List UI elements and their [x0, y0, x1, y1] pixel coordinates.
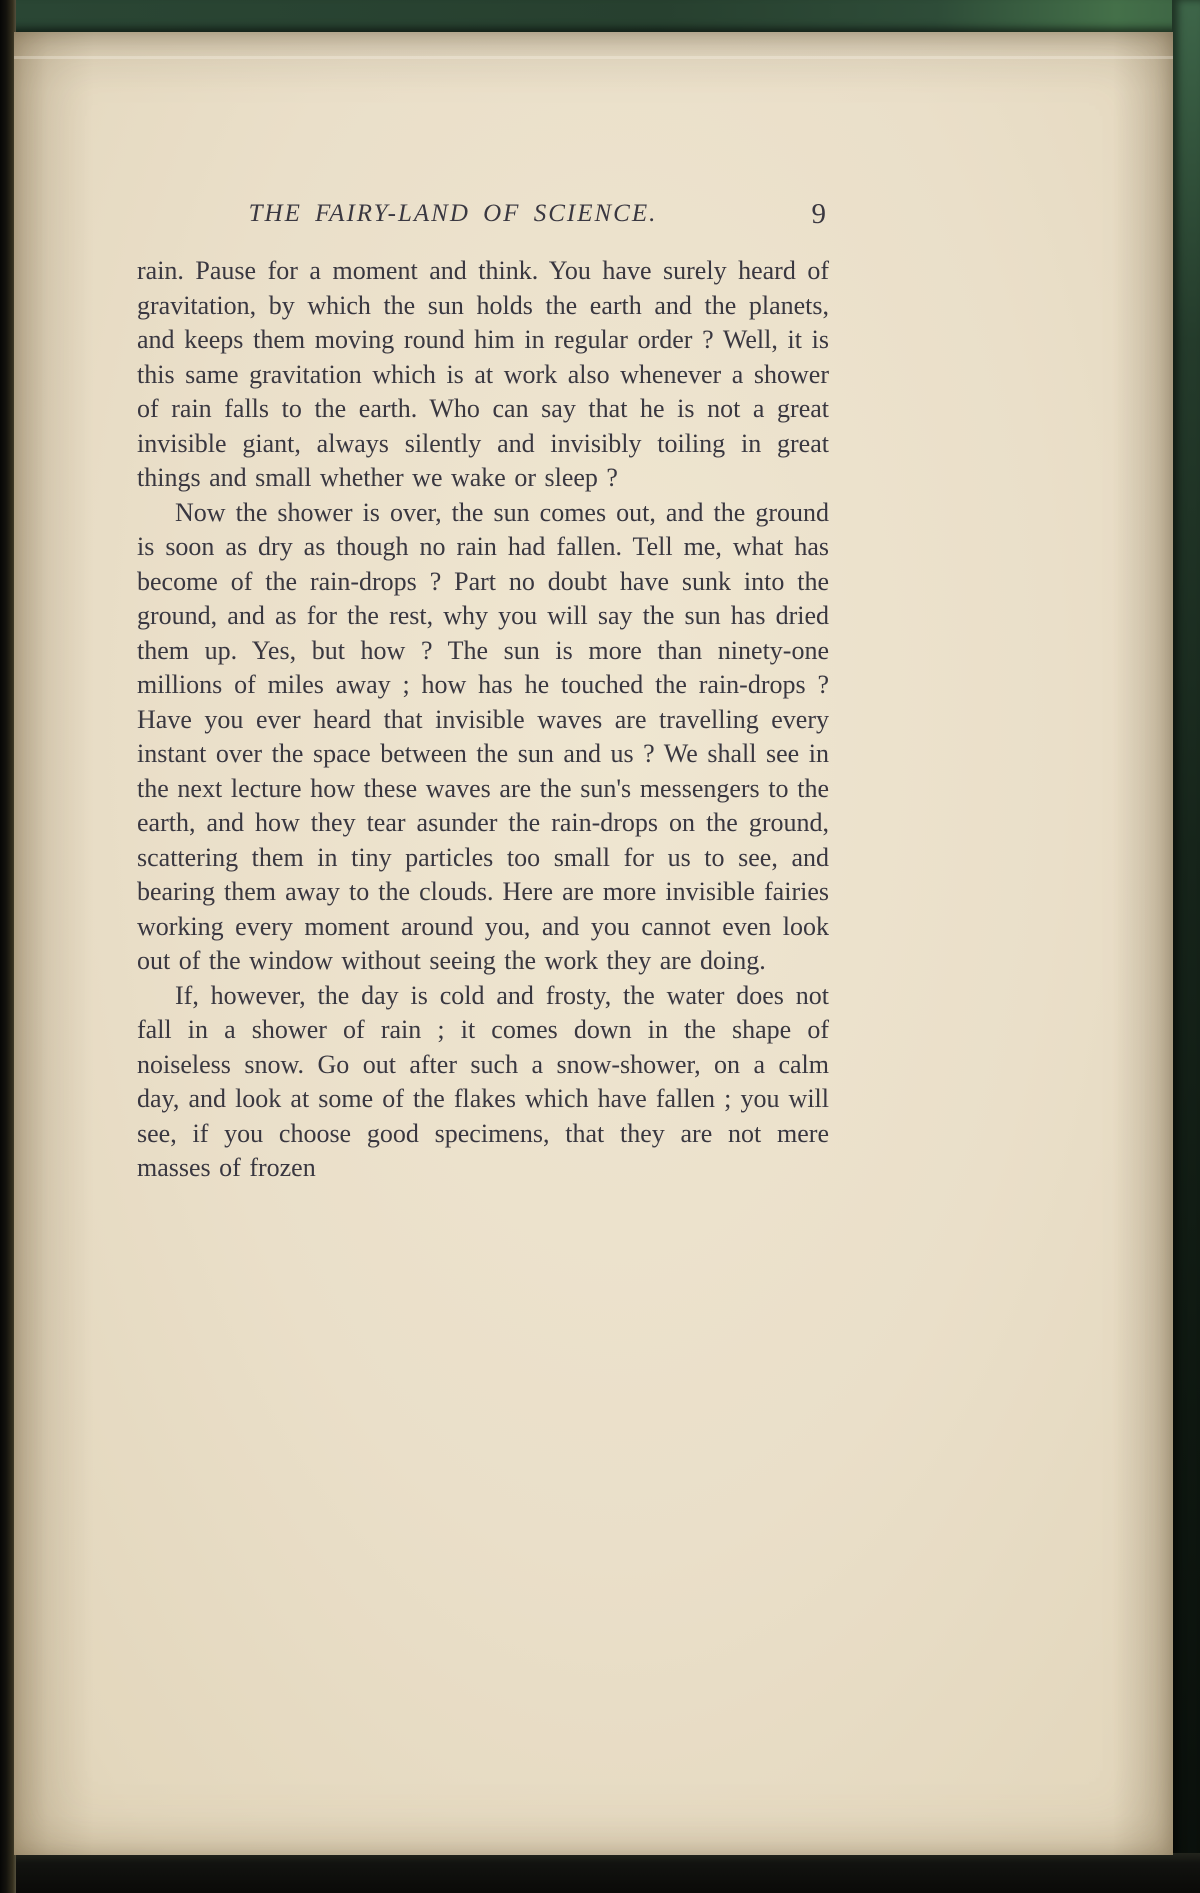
- running-header-title: THE FAIRY-LAND OF SCIENCE.: [248, 200, 658, 227]
- running-header: [137, 200, 829, 242]
- page-number: 9: [811, 198, 827, 230]
- paragraph: rain. Pause for a moment and think. You have surely heard of gravitation, by which the sun holds the earth and the planets, and keeps them moving round him in regular order ? Well, it is this same gravitation which is at work also whenever a shower of rain falls to the earth. Who can say that he is not a great invisible giant, always silently and invisibly toiling in great things and small whether we wake or sleep ?: [137, 256, 829, 492]
- paragraph: If, however, the day is cold and frosty, the water does not fall in a shower of rain ; it comes down in the shape of noiseless snow. Go out after such a snow-shower, on a calm day, and look at some of the flakes which have fallen ; you will see, if you choose good specimens, that they are not mere masses of frozen: [137, 980, 829, 1182]
- body-text: [137, 254, 829, 1186]
- book-page: [14, 32, 1173, 1855]
- book-cover-bottom-edge: [0, 1853, 1200, 1893]
- book-cover-top-edge: [0, 0, 1200, 34]
- paragraph: Now the shower is over, the sun comes out, and the ground is soon as dry as though no rain had fallen. Tell me, what has become of the rain-drops ? Part no doubt have sunk into the ground, and as for the rest, why you will say the sun has dried them up. Yes, but how ? The sun is more than ninety-one millions of miles away ; how has he touched the rain-drops ? Have you ever heard that invisible waves are travelling every instant over the space between the sun and us ? We shall see in the next lecture how these waves are the sun's messengers to the earth, and how they tear asunder the rain-drops on the ground, scattering them in tiny particles too small for us to see, and bearing them away to the clouds. Here are more invisible fairies working every moment around you, and you cannot even look out of the window without seeing the work they are doing.: [137, 497, 829, 975]
- book-cover-right-edge: [1172, 0, 1200, 1893]
